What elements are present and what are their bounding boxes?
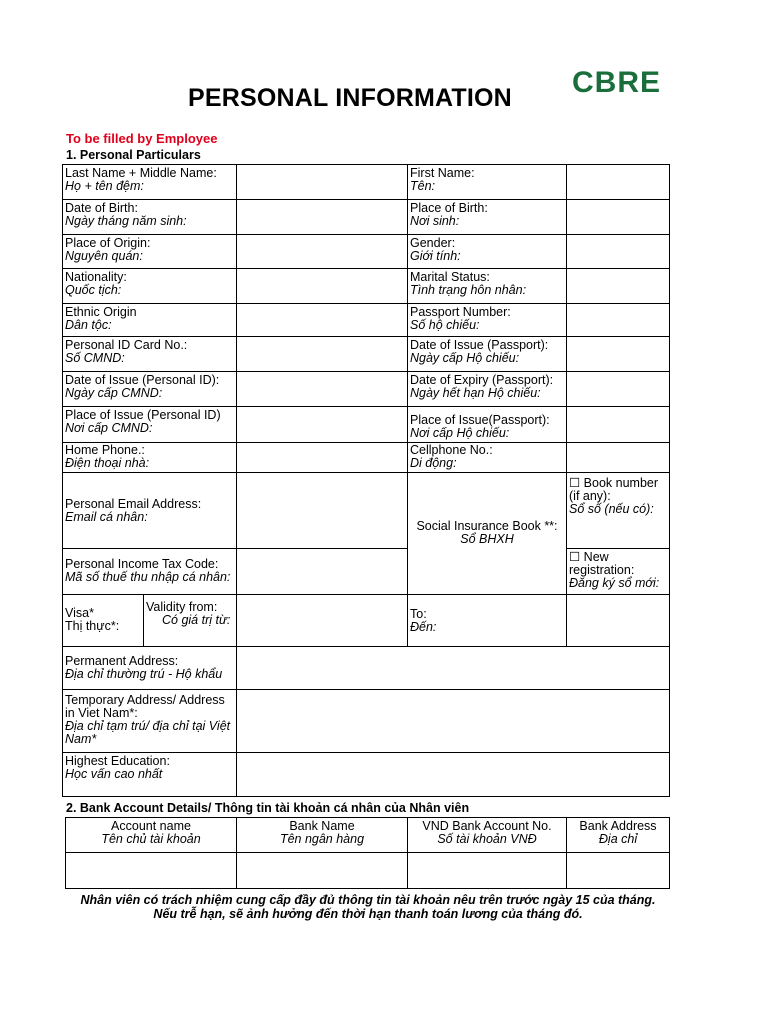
- temporary-address-field[interactable]: [236, 689, 670, 753]
- passport-issue-place-label: Place of Issue(Passport): Nơi cấp Hộ chiếu:: [407, 406, 567, 443]
- origin-field[interactable]: [236, 234, 408, 269]
- gender-field[interactable]: [566, 234, 670, 269]
- book-number-option[interactable]: ☐ Book number (if any): Sổ số (nếu có):: [566, 472, 670, 549]
- validity-from-field[interactable]: [236, 594, 408, 647]
- new-registration-option[interactable]: ☐ New registration: Đăng ký sổ mới:: [566, 548, 670, 595]
- bank-header-address: Bank Address Địa chỉ: [566, 817, 670, 853]
- bank-header-account-name: Account name Tên chủ tài khoản: [65, 817, 237, 853]
- marital-field[interactable]: [566, 268, 670, 304]
- email-field[interactable]: [236, 472, 408, 549]
- account-name-field[interactable]: [65, 852, 237, 889]
- bank-header-bank-name: Bank Name Tên ngân hàng: [236, 817, 408, 853]
- permanent-address-field[interactable]: [236, 646, 670, 690]
- dob-field[interactable]: [236, 199, 408, 235]
- page-title: PERSONAL INFORMATION: [188, 84, 512, 112]
- bank-header-account-no: VND Bank Account No. Số tài khoản VNĐ: [407, 817, 567, 853]
- cellphone-field[interactable]: [566, 442, 670, 473]
- passport-expiry-field[interactable]: [566, 371, 670, 407]
- account-no-field[interactable]: [407, 852, 567, 889]
- validity-to-field[interactable]: [566, 594, 670, 647]
- nationality-label: Nationality: Quốc tịch:: [62, 268, 237, 304]
- id-card-field[interactable]: [236, 336, 408, 372]
- passport-number-label: Passport Number: Số hộ chiếu:: [407, 303, 567, 337]
- marital-label: Marital Status: Tình trạng hôn nhân:: [407, 268, 567, 304]
- passport-expiry-label: Date of Expiry (Passport): Ngày hết hạn Hộ chiếu:: [407, 371, 567, 407]
- bank-name-field[interactable]: [236, 852, 408, 889]
- section2-title: 2. Bank Account Details/ Thông tin tài khoản cá nhân của Nhân viên: [66, 801, 470, 815]
- home-phone-field[interactable]: [236, 442, 408, 473]
- temporary-address-label: Temporary Address/ Address in Viet Nam*: Địa chỉ tạm trú/ địa chỉ tại Việt Nam*: [62, 689, 237, 753]
- home-phone-label: Home Phone.: Điện thoại nhà:: [62, 442, 237, 473]
- last-name-label: Last Name + Middle Name: Họ + tên đệm:: [62, 164, 237, 200]
- bank-note: [66, 893, 670, 921]
- bank-address-field[interactable]: [566, 852, 670, 889]
- email-label: Personal Email Address: Email cá nhân:: [62, 472, 237, 549]
- cbre-logo: CBRE: [572, 66, 662, 99]
- id-issue-date-label: Date of Issue (Personal ID): Ngày cấp CMND:: [62, 371, 237, 407]
- last-name-field[interactable]: [236, 164, 408, 200]
- education-label: Highest Education: Học vấn cao nhất: [62, 752, 237, 797]
- passport-issue-date-field[interactable]: [566, 336, 670, 372]
- id-issue-date-field[interactable]: [236, 371, 408, 407]
- bank-note-line1: Nhân viên có trách nhiệm cung cấp đầy đủ thông tin tài khoản nêu trên trước ngày 15 của tháng.: [80, 893, 656, 907]
- tax-code-field[interactable]: [236, 548, 408, 595]
- tax-code-label: Personal Income Tax Code: Mã số thuế thu nhập cá nhân:: [62, 548, 237, 595]
- passport-issue-place-field[interactable]: [566, 406, 670, 443]
- section1-title: 1. Personal Particulars: [66, 148, 201, 162]
- id-issue-place-field[interactable]: [236, 406, 408, 443]
- ethnic-label: Ethnic Origin Dân tộc:: [62, 303, 237, 337]
- passport-issue-date-label: Date of Issue (Passport): Ngày cấp Hộ chiếu:: [407, 336, 567, 372]
- book-number-checkbox[interactable]: ☐ Book number (if any):: [569, 476, 659, 503]
- pob-label: Place of Birth: Nơi sinh:: [407, 199, 567, 235]
- first-name-field[interactable]: [566, 164, 670, 200]
- visa-label: Visa* Thị thực*:: [62, 594, 144, 647]
- gender-label: Gender: Giới tính:: [407, 234, 567, 269]
- id-card-label: Personal ID Card No.: Số CMND:: [62, 336, 237, 372]
- dob-label: Date of Birth: Ngày tháng năm sinh:: [62, 199, 237, 235]
- new-registration-checkbox[interactable]: ☐ New registration:: [569, 550, 635, 577]
- filled-by-label: To be filled by Employee: [66, 131, 218, 146]
- pob-field[interactable]: [566, 199, 670, 235]
- cellphone-label: Cellphone No.: Di động:: [407, 442, 567, 473]
- passport-number-field[interactable]: [566, 303, 670, 337]
- social-insurance-label: Social Insurance Book **: Sổ BHXH: [407, 472, 567, 595]
- education-field[interactable]: [236, 752, 670, 797]
- bank-note-line2: Nếu trễ hạn, sẽ ảnh hưởng đến thời hạn thanh toán lương của tháng đó.: [153, 907, 583, 921]
- permanent-address-label: Permanent Address: Địa chỉ thường trú - Hộ khẩu: [62, 646, 237, 690]
- nationality-field[interactable]: [236, 268, 408, 304]
- first-name-label: First Name: Tên:: [407, 164, 567, 200]
- validity-from-label: Validity from: Có giá trị từ:: [143, 594, 237, 647]
- id-issue-place-label: Place of Issue (Personal ID) Nơi cấp CMND:: [62, 406, 237, 443]
- ethnic-field[interactable]: [236, 303, 408, 337]
- validity-to-label: To: Đến:: [407, 594, 567, 647]
- origin-label: Place of Origin: Nguyên quán:: [62, 234, 237, 269]
